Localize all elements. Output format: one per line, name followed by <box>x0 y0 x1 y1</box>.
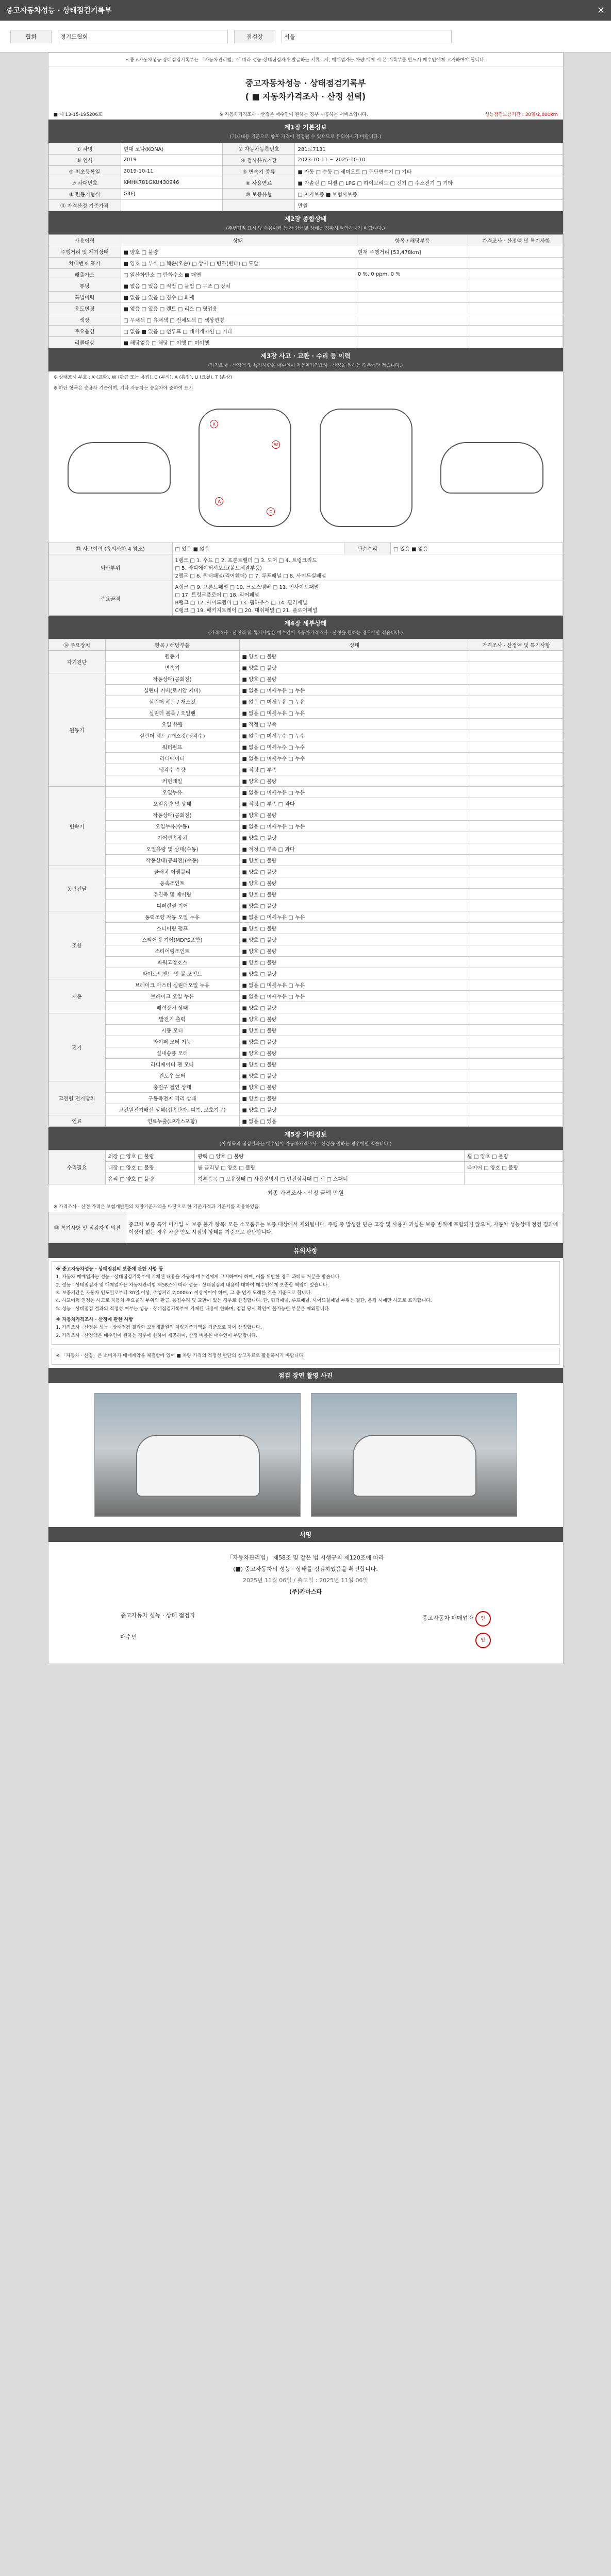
notes-band: 유의사항 <box>48 1243 563 1258</box>
damage-legend-2: ※ 하단 항목은 승용차 기준이며, 기타 자동차는 승용차에 준하여 표시 <box>53 386 193 392</box>
table-row: 전기 발전기 출력 ■ 양호 □ 불량 <box>48 1013 563 1025</box>
notes-box: ※ 중고자동차성능 · 상태점검의 보증에 관한 사항 등 1. 자동차 매매업자는 성능 · 상태점검기록부에 기재된 내용을 자동차 매수인에게 고지하여야 하며, 이를 위반한 경우 과태료 처분을 받습니다. 2. 성능 · 상태점검자 및 매매업자는 자동차관리법 제58조에 따라 성능 · 상태점검의 내용에 대하여 매수인에게 보증할 책임이 있습니다. 3. 보증기간은 자동차 인도일로부터 30일 이상, 주행거리 2,000km 이상이어야 하며, 그 중 먼저 도래한 것을 기준으로 합니다. 4. 사고이력 인정은 사고로 자동차 주요골격 부위의 판금, 용접수리 및 교환이 있는 경우로 한정합니다. 단, 쿼터패널, 루프패널, 사이드실패널 부위는 절단, 용접 시에만 사고로 표기합니다. 5. 성능 · 상태점검 결과의 적정성 여부는 성능 · 상태점검기록부에 기재된 내용에 한하며, 점검 당시 확인이 불가능한 부분은 제외합니다. ※ 자동차가격조사 · 산정에 관한 사항 1. 가격조사 · 산정은 성능 · 상태점검 결과와 보험개발원의 차량기준가액을 기준으로 하여 산정합니다. 2. 가격조사 · 산정액은 매수인이 원하는 경우에 한하여 제공하며, 산정 비용은 매수인이 부담합니다. <box>52 1261 560 1345</box>
table-row: 연료 연료누출(LP가스포함) ■ 없음 □ 있음 <box>48 1115 563 1127</box>
signature-row-1: 중고자동차 성능 · 상태 점검자 중고자동차 매매업자 인 <box>48 1608 563 1630</box>
sign-area: 「자동차관리법」 제58조 및 같은 법 시행규칙 제120조에 따라 (■) 중고자동차의 성능 · 상태를 점검하였음을 확인합니다. 2025년 11월 06일 / 출고일 : 2025년 11월 06일 (주)카마스타 <box>227 1554 384 1596</box>
table-row: 파워고압호스 ■ 양호 □ 불량 <box>48 957 563 968</box>
detail-band: 제4장 세부상태 (가격조사 · 산정액 및 특기사항은 매수인이 자동차가격조사 · 산정을 원하는 경우에만 적습니다.) <box>48 616 563 639</box>
sign-band: 서명 <box>48 1527 563 1542</box>
table-row: 기어변속장치 ■ 양호 □ 불량 <box>48 832 563 843</box>
table-row: 리콜대상 ■ 해당없음 □ 해당 □ 이행 □ 미이행 <box>48 337 563 348</box>
window-header <box>0 0 611 21</box>
other-table <box>48 1150 563 1184</box>
final-price: 최종 가격조사 · 산정 금액 만원 <box>267 1190 344 1197</box>
table-row: 실린더 헤드 / 개스킷(냉각수) ■ 없음 □ 미세누수 □ 누수 <box>48 730 563 741</box>
table-row: 변속기 ■ 양호 □ 불량 <box>48 662 563 673</box>
table-row: 조향 동력조향 작동 오일 누유 ■ 없음 □ 미세누유 □ 누유 <box>48 911 563 923</box>
doc-title-main: 중고자동차성능 · 상태점검기록부 <box>245 78 366 88</box>
table-row: 스티어링 펌프 ■ 양호 □ 불량 <box>48 923 563 934</box>
final-note: ※ 「자동차 · 산정」은 소비자가 매매계약을 체결함에 있어 ■ 차량 가격의 적정성 판단의 참고자료로 활용하시기 바랍니다. <box>52 1348 560 1365</box>
table-row: 오일유량 및 상태 ■ 적정 □ 부족 □ 과다 <box>48 798 563 809</box>
damage-marker: W <box>272 440 280 449</box>
table-row: 시동 모터 ■ 양호 □ 불량 <box>48 1025 563 1036</box>
table-row: 오일누유(수동) ■ 없음 □ 미세누유 □ 누유 <box>48 821 563 832</box>
table-row: 워터펌프 ■ 없음 □ 미세누수 □ 누수 <box>48 741 563 753</box>
table-row: 디퍼렌셜 기어 ■ 양호 □ 불량 <box>48 900 563 911</box>
table-row: 오일 유량 ■ 적정 □ 부족 <box>48 719 563 730</box>
warranty-period: 성능점검보증기간 : 30일/2,000km <box>485 112 558 117</box>
damage-marker: X <box>210 420 218 428</box>
table-row: 내장 □ 양호 □ 불량 룸 클리닝 □ 양호 □ 불량 타이어 □ 양호 □ 불량 <box>48 1162 563 1173</box>
signature-row-2: 매수인 인 <box>48 1630 563 1664</box>
car-frame-view <box>320 409 412 527</box>
table-row: 실린더 블록 / 오일팬 ■ 없음 □ 미세누유 □ 누유 <box>48 707 563 719</box>
table-row: 고전원전기배선 상태(접속단자, 피복, 보호기구) ■ 양호 □ 불량 <box>48 1104 563 1115</box>
damage-marker: A <box>215 497 223 505</box>
table-row: 라디에이터 팬 모터 ■ 양호 □ 불량 <box>48 1059 563 1070</box>
doc-title-sub: ( ■ 자동차가격조사 · 산정 선택) <box>245 91 366 101</box>
doc-mid-note: ※ 자동차가격조사 · 산정은 매수인이 원하는 경우 제공하는 서비스입니다. <box>219 112 368 117</box>
table-row: 배출가스 □ 일산화탄소 □ 탄화수소 ■ 매연 0 %, 0 ppm, 0 % <box>48 269 563 280</box>
table-row: 라디에이터 ■ 없음 □ 미세누수 □ 누수 <box>48 753 563 764</box>
photos-band: 점검 장면 촬영 사진 <box>48 1368 563 1383</box>
doc-number: ■ 제 13-15-195206호 <box>53 112 103 117</box>
table-row: ③ 연식 2019 ④ 검사유효기간 2023-10-11 ~ 2025-10-10 <box>48 155 563 166</box>
table-row: 용도변경 ■ 없음 □ 있음 □ 렌트 □ 리스 □ 영업용 <box>48 303 563 314</box>
table-row: 스티어링조인트 ■ 양호 □ 불량 <box>48 945 563 957</box>
table-row: 와이퍼 모터 기능 ■ 양호 □ 불량 <box>48 1036 563 1047</box>
inspection-photo-front <box>94 1393 301 1517</box>
assoc-label: 협회 <box>10 30 52 43</box>
table-row: 냉각수 수량 ■ 적정 □ 부족 <box>48 764 563 775</box>
table-row: 제동 브레이크 마스터 실린더오일 누유 ■ 없음 □ 미세누유 □ 누유 <box>48 979 563 991</box>
doc-title <box>48 66 563 108</box>
detail-table: ⑭ 주요장치 항목 / 해당부품 상태 가격조사 · 산정액 및 특기사항 자기진단 원동기 ■ 양호 □ 불량 변속기 ■ 양호 □ 불량 원동기 작동상태(공회전) ■ 양호 □ 불량 실린더 커버(로커암 커버) ■ 없음 □ 미세누유 □ 누유 실린더 헤드 / 개스킷 ■ 없음 □ 미세누유 □ 누유 실린더 블록 / 오일팬 ■ 없음 □ 미세누유 □ 누유 오일 유량 ■ 적정 □ 부족 실린더 헤드 / 개스킷(냉각수) ■ 없음 □ 미세누수 □ 누수 워터펌프 ■ 없음 □ 미세누수 □ 누수 라디에이터 ■ 없음 □ 미세누수 □ 누수 냉각수 수량 ■ 적정 □ 부족 커먼레일 ■ 양호 □ 불량 변속기 오일누유 ■ 없음 □ 미세누유 □ 누유 오일유량 및 상태 ■ 적정 □ 부족 □ 과다 작동상태(공회전) ■ 양호 □ 불량 오일누유(수동) ■ 없음 □ 미세누유 □ 누유 기어변속장치 ■ 양호 □ 불량 오일유량 및 상태(수동) ■ 적정 □ 부족 □ 과다 작동상태(공회전)(수동) ■ 양호 □ 불량 동력전달 클러치 어셈블리 ■ 양호 □ 불량 등속조인트 ■ 양호 □ 불량 추진축 및 베어링 ■ 양호 □ 불량 디퍼렌셜 기어 ■ 양호 □ 불량 조향 동력조향 작동 오일 누유 ■ 없음 □ 미세누유 □ 누유 스티어링 펌프 ■ 양호 □ 불량 스티어링 기어(MDPS포함) ■ 양호 □ 불량 스티어링조인트 ■ 양호 □ 불량 파워고압호스 ■ 양호 □ 불량 타이로드엔드 및 볼 조인트 ■ 양호 □ 불량 제동 브레이크 마스터 실린더오일 누유 ■ 없음 □ 미세누유 □ 누유 브레이크 오일 누유 ■ 없음 □ 미세누유 □ 누유 배력장치 상태 ■ 양호 □ 불량 전기 발전기 출력 ■ 양호 □ 불량 시동 모터 ■ 양호 □ 불량 와이퍼 모터 기능 ■ 양호 □ 불량 실내송풍 모터 ■ 양호 □ 불량 라디에이터 팬 모터 ■ 양호 □ 불량 윈도우 모터 ■ 양호 □ 불량 고전원 전기장치 충전구 절연 상태 ■ 양호 □ 불량 구동축전지 격리 상태 ■ 양호 □ 불량 고전원전기배선 상태(접속단자, 피복, 보호기구) ■ 양호 □ 불량 연료 연료누출(LP가스포함) ■ 없음 □ 있음 <box>48 639 563 1127</box>
table-row: 색상 □ 무채색 □ 유채색 □ 전체도색 □ 색상변경 <box>48 314 563 326</box>
table-row: 타이로드엔드 및 볼 조인트 ■ 양호 □ 불량 <box>48 968 563 979</box>
table-row: 구동축전지 격리 상태 ■ 양호 □ 불량 <box>48 1093 563 1104</box>
close-icon[interactable]: ✕ <box>597 5 605 16</box>
car-top-view <box>199 409 291 527</box>
table-row: 추진축 및 베어링 ■ 양호 □ 불량 <box>48 889 563 900</box>
damage-marker: C <box>267 507 275 516</box>
special-table: ⑮ 특기사항 및 점검자의 의견 중고차 보증 특약 미가입 시 보증 불가 항목: 모든 소모품류는 보증 대상에서 제외됩니다. 주행 중 발생한 단순 고장 및 사용자 과실은 보증 범위에 포함되지 않으며, 자동차 성능상태 점검 결과에 이상이 없는 경우 차량 인도 시점의 상태를 기준으로 판단합니다. <box>48 1212 563 1243</box>
table-row: 수리필요 외장 □ 양호 □ 불량 광택 □ 양호 □ 불량 휠 □ 양호 □ 불량 <box>48 1150 563 1162</box>
other-band: 제5장 기타정보 (이 항목의 점검결과는 매수인이 자동차가격조사 · 산정을 원하는 경우에만 적습니다.) <box>48 1127 563 1150</box>
inspection-sheet <box>48 53 564 1664</box>
window-title: 중고자동차성능 · 상태점검기록부 <box>6 7 112 15</box>
status-table: 사용이력 상태 항목 / 해당부품 가격조사 · 산정액 및 특기사항 주행거리 및 계기상태 ■ 양호 □ 불량 현재 주행거리 [53,478km] 차대번호 표기 ■ 양호 □ 부식 □ 훼손(오손) □ 상이 □ 변조(변타) □ 도말 배출가스 □ 일산화탄소 □ 탄화수소 ■ 매연 0 %, 0 ppm, 0 % 튜닝 ■ 없음 □ 있음 □ 적법 □ 불법 □ 구조 □ 장치 특별이력 ■ 없음 □ 있음 □ 침수 □ 화재 용도변경 ■ 없음 □ 있음 □ 렌트 □ 리스 □ 영업용 색상 □ 무채색 □ 유채색 □ 전체도색 □ 색상변경 주요옵션 □ 없음 ■ 있음 □ 선루프 □ 네비게이션 □ 기타 리콜대상 ■ 해당없음 □ 해당 □ 이행 □ 미이행 <box>48 234 563 348</box>
table-row: 특별이력 ■ 없음 □ 있음 □ 침수 □ 화재 <box>48 292 563 303</box>
table-row: ⑨ 원동기형식 G4FJ ⑩ 보증유형 □ 자가보증 ■ 보험사보증 <box>48 189 563 200</box>
place-value: 서울 <box>282 30 452 43</box>
seal-stamp: 인 <box>475 1633 491 1648</box>
inspection-photo-rear <box>311 1393 517 1517</box>
table-row: ① 차명 현대 코나(KONA) ② 자동차등록번호 281로7131 <box>48 143 563 155</box>
basic-table <box>48 143 563 211</box>
table-row: 스티어링 기어(MDPS포함) ■ 양호 □ 불량 <box>48 934 563 945</box>
table-row: 고전원 전기장치 충전구 절연 상태 ■ 양호 □ 불량 <box>48 1081 563 1093</box>
table-row: 등속조인트 ■ 양호 □ 불량 <box>48 877 563 889</box>
table-row: 오일유량 및 상태(수동) ■ 적정 □ 부족 □ 과다 <box>48 843 563 855</box>
table-row: 윈도우 모터 ■ 양호 □ 불량 <box>48 1070 563 1081</box>
table-row: 작동상태(공회전) ■ 양호 □ 불량 <box>48 809 563 821</box>
table-row: ⑪ 가격산정 기준가격 만원 <box>48 200 563 211</box>
table-row: 유리 □ 양호 □ 불량 기본품목 □ 보유상태 □ 사용설명서 □ 안전삼각대 □ 잭 □ 스패너 <box>48 1173 563 1184</box>
table-row: 원동기 작동상태(공회전) ■ 양호 □ 불량 <box>48 673 563 685</box>
assoc-value: 경기도협회 <box>58 30 228 43</box>
meta-bar <box>0 21 611 53</box>
damage-band: 제3장 사고 · 교환 · 수리 등 이력 (가격조사 · 산정액 및 특기사항은 매수인이 자동차가격조사 · 산정을 원하는 경우에만 적습니다.) <box>48 348 563 371</box>
damage-legend: ※ 상태표시 부호 : X (교환), W (판금 또는 용접), C (부식), A (흠집), U (요철), T (손상) <box>53 375 233 381</box>
table-row: 동력전달 클러치 어셈블리 ■ 양호 □ 불량 <box>48 866 563 877</box>
table-row: 자기진단 원동기 ■ 양호 □ 불량 <box>48 651 563 662</box>
table-row: 주요옵션 □ 없음 ■ 있음 □ 선루프 □ 네비게이션 □ 기타 <box>48 326 563 337</box>
top-notice: • 중고자동차성능·상태점검기록부는 「자동차관리법」에 따라 성능·상태점검자가 발급하는 서류로서, 매매업자는 차량 매매 시 본 기록부를 반드시 매수인에게 고지하여야 합니다. <box>48 53 563 66</box>
price-note: ※ 가격조사 · 산정 가격은 보험개발원의 차량기준가액을 바탕으로 한 기준가격과 기준서를 적용하였음. <box>53 1205 260 1210</box>
table-row: 주행거리 및 계기상태 ■ 양호 □ 불량 현재 주행거리 [53,478km] <box>48 246 563 258</box>
table-row: 실린더 커버(로커암 커버) ■ 없음 □ 미세누유 □ 누유 <box>48 685 563 696</box>
car-diagram <box>48 393 563 543</box>
doc-info-row <box>48 108 563 120</box>
table-row: ⑤ 최초등록일 2019-10-11 ⑥ 변속기 종류 ■ 자동 □ 수동 □ 세미오토 □ 무단변속기 □ 기타 <box>48 166 563 177</box>
seal-stamp: 인 <box>475 1611 491 1626</box>
status-band: 제2장 종합상태 (주행거리 표시 및 사용이력 등 각 항목별 상태를 정확히 파악하시기 바랍니다.) <box>48 211 563 234</box>
basic-band: 제1장 기본정보 (기재내용 기준으로 향후 가격이 결정될 수 있으므로 유의하시기 바랍니다.) <box>48 120 563 143</box>
table-row: 브레이크 오일 누유 ■ 없음 □ 미세누유 □ 누유 <box>48 991 563 1002</box>
table-row: 커먼레일 ■ 양호 □ 불량 <box>48 775 563 787</box>
table-row: 작동상태(공회전)(수동) ■ 양호 □ 불량 <box>48 855 563 866</box>
photos-row <box>48 1383 563 1527</box>
accident-table: ⑬ 사고이력 (유의사항 4 참조) □ 있음 ■ 없음 단순수리 □ 있음 ■ 없음 외판부위 1랭크 □ 1. 후드 □ 2. 프론트휀더 □ 3. 도어 □ 4. 트렁크리드 □ 5. 라디에이터서포트(볼트체결부품) 2랭크 □ 6. 쿼터패널(리어휀더) □ 7. 루프패널 □ 8. 사이드실패널 주요골격 A랭크 □ 9. 프론트패널 □ 10. 크로스멤버 □ 11. 인사이드패널 □ 17. 트렁크플로어 □ 18. 리어패널 B랭크 □ 12. 사이드멤버 □ 13. 휠하우스 □ 14. 필러패널 C랭크 □ 19. 패키지트레이 □ 20. 대쉬패널 □ 21. 플로어패널 <box>48 543 563 616</box>
table-row: ⑦ 차대번호 KMHK781GKU430946 ⑧ 사용연료 ■ 가솔린 □ 디젤 □ LPG □ 하이브리드 □ 전기 □ 수소전기 □ 기타 <box>48 177 563 189</box>
table-row: 실린더 헤드 / 개스킷 ■ 없음 □ 미세누유 □ 누유 <box>48 696 563 707</box>
table-row: 튜닝 ■ 없음 □ 있음 □ 적법 □ 불법 □ 구조 □ 장치 <box>48 280 563 292</box>
table-row: 차대번호 표기 ■ 양호 □ 부식 □ 훼손(오손) □ 상이 □ 변조(변타) □ 도말 <box>48 258 563 269</box>
place-label: 점검장 <box>234 30 275 43</box>
table-row: 실내송풍 모터 ■ 양호 □ 불량 <box>48 1047 563 1059</box>
table-row: 변속기 오일누유 ■ 없음 □ 미세누유 □ 누유 <box>48 787 563 798</box>
table-row: 배력장치 상태 ■ 양호 □ 불량 <box>48 1002 563 1013</box>
car-side-right <box>440 442 543 494</box>
car-side-left <box>68 442 171 494</box>
